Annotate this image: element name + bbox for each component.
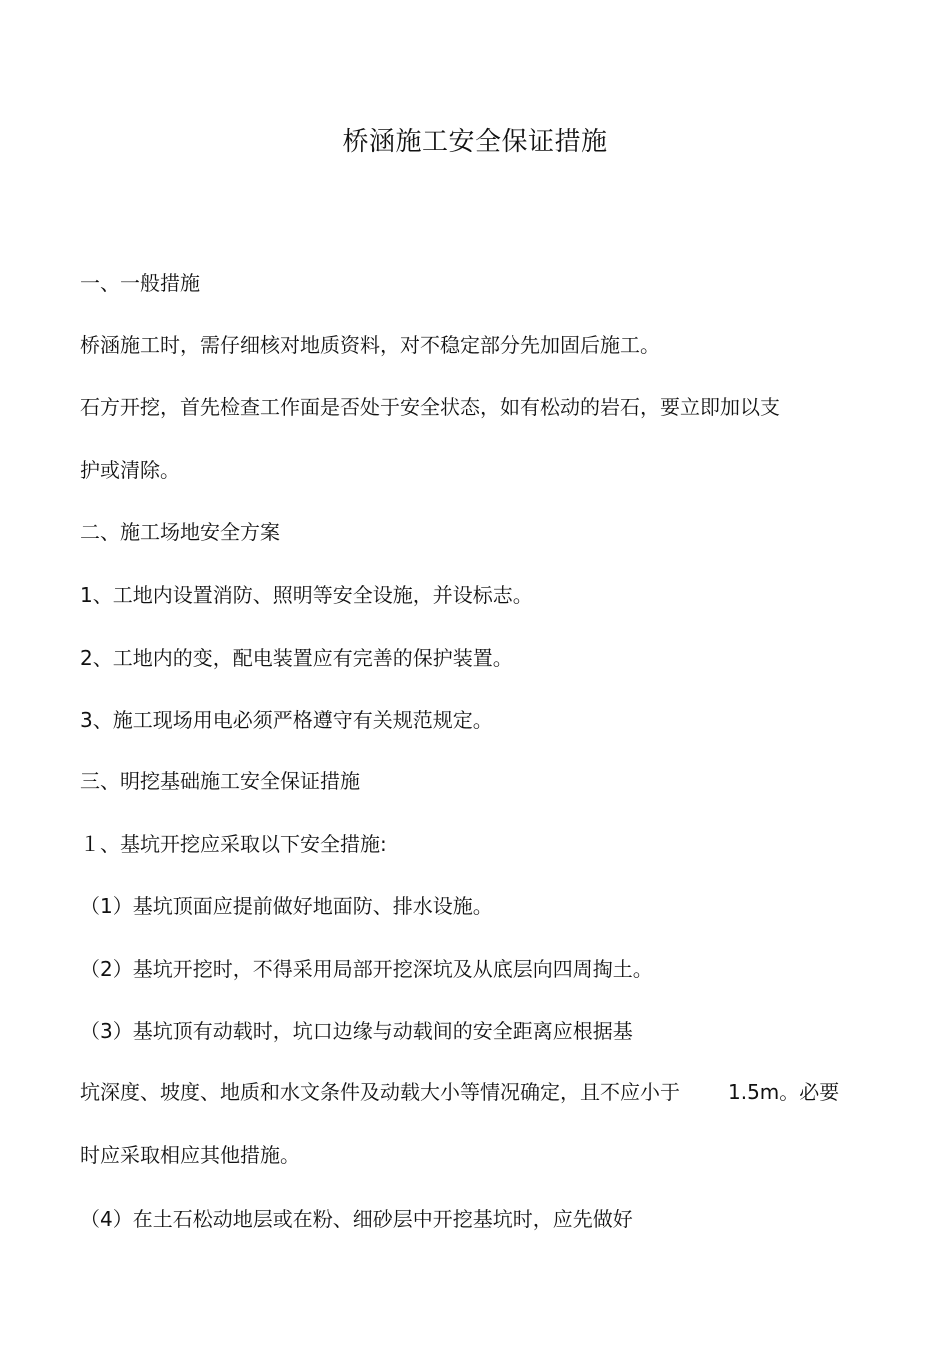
list-item: 1、工地内设置消防、照明等安全设施，并设标志。 — [80, 583, 533, 607]
list-item: １、基坑开挖应采取以下安全措施: — [80, 832, 387, 856]
paragraph-line: 时应采取相应其他措施。 — [80, 1143, 300, 1167]
paragraph-line: 石方开挖，首先检查工作面是否处于安全状态，如有松动的岩石，要立即加以支 — [80, 395, 780, 419]
paragraph-line: 桥涵施工时，需仔细核对地质资料，对不稳定部分先加固后施工。 — [80, 333, 660, 357]
list-item: （2）基坑开挖时，不得采用局部开挖深坑及从底层向四周掏土。 — [80, 957, 653, 981]
paragraph-line: 护或清除。 — [80, 458, 180, 482]
section-heading-2: 二、施工场地安全方案 — [80, 520, 280, 544]
list-item: （1）基坑顶面应提前做好地面防、排水设施。 — [80, 894, 493, 918]
paragraph-line — [80, 1078, 839, 1106]
section-heading-1: 一、一般措施 — [80, 271, 200, 295]
document-title: 桥涵施工安全保证措施 — [342, 127, 608, 157]
paragraph-text: 坑深度、坡度、地质和水文条件及动载大小等情况确定，且不应小于 — [80, 1080, 680, 1104]
list-item: （4）在土石松动地层或在粉、细砂层中开挖基坑时，应先做好 — [80, 1207, 633, 1231]
list-item: （3）基坑顶有动载时，坑口边缘与动载间的安全距离应根据基 — [80, 1019, 633, 1043]
section-heading-3: 三、明挖基础施工安全保证措施 — [80, 769, 360, 793]
paragraph-text-tail: 1.5m。必要 — [728, 1080, 840, 1104]
list-item: 3、施工现场用电必须严格遵守有关规范规定。 — [80, 708, 493, 732]
list-item: 2、工地内的变，配电装置应有完善的保护装置。 — [80, 646, 513, 670]
